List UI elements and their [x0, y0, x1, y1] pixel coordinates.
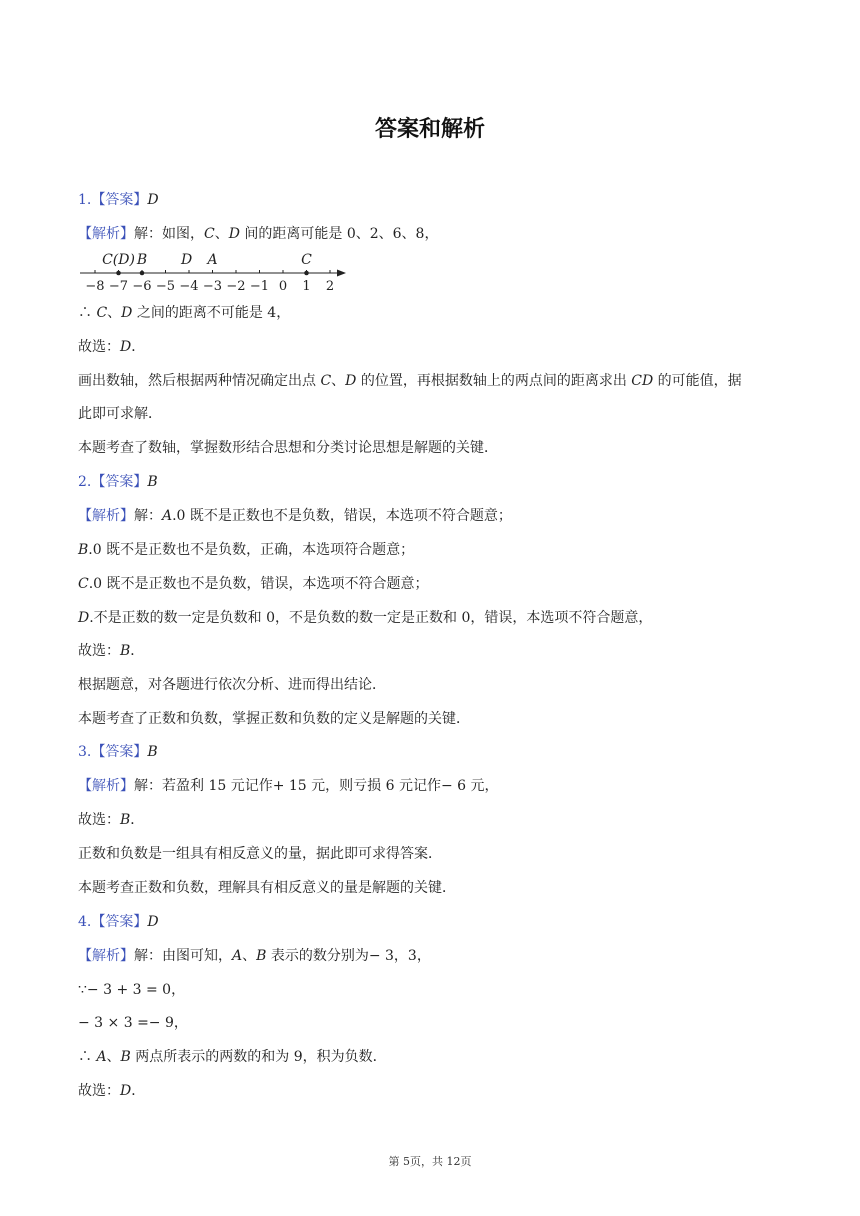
- page-footer: 第 5页，共 12页: [388, 1155, 472, 1168]
- tick-label: −3: [202, 279, 223, 294]
- answer-line-3: [78, 742, 158, 762]
- answer-value: B: [147, 744, 158, 760]
- tick-label: 1: [302, 279, 311, 294]
- tick-label: −2: [226, 279, 246, 294]
- answer-line-1: [78, 190, 159, 210]
- text-line: − 3 × 3 =− 9，: [78, 1015, 188, 1031]
- text-line: 𝐷.不是正数的数一定是负数和 0，不是负数的数一定是正数和 0，错误，本选项不符合题意，: [78, 610, 653, 626]
- answer-tag: 【答案】: [91, 474, 148, 490]
- point-dot: [140, 271, 145, 276]
- text-line: 本题考查正数和负数，理解具有相反意义的量是解题的关键．: [78, 880, 456, 896]
- analysis-text: 解：若盈利 15 元记作+ 15 元，则亏损 6 元记作− 6 元，: [134, 778, 499, 794]
- text-line: ∴ 𝐶、𝐷 之间的距离不可能是 4，: [78, 305, 291, 321]
- point-dot: [304, 271, 309, 276]
- tick-label: −5: [155, 279, 176, 294]
- answer-value: D: [147, 192, 159, 208]
- answer-line-4: [78, 912, 159, 932]
- tick-label: 2: [325, 279, 335, 294]
- answer-tag: 【答案】: [91, 914, 148, 930]
- answer-tag: 【答案】: [91, 192, 148, 208]
- analysis-line: [78, 946, 431, 966]
- analysis-text: 解：由图可知，𝐴、𝐵 表示的数分别为− 3，3，: [134, 948, 431, 964]
- analysis-text: 解：𝐴.0 既不是正数也不是负数，错误，本选项不符合题意；: [134, 508, 512, 524]
- text-line: 故选：𝐵．: [78, 812, 145, 828]
- point-dot: [116, 271, 121, 276]
- text-line: 本题考查了正数和负数，掌握正数和负数的定义是解题的关键．: [78, 711, 470, 727]
- text-line: 𝐶.0 既不是正数也不是负数，错误，本选项不符合题意；: [78, 576, 429, 592]
- answer-line-2: [78, 472, 158, 492]
- question-number: 3.: [78, 744, 92, 760]
- text-line: 故选：𝐷．: [78, 339, 146, 355]
- answer-tag: 【答案】: [91, 744, 148, 760]
- text-line: 故选：𝐷．: [78, 1083, 146, 1099]
- point-label: A: [207, 252, 218, 268]
- analysis-line: [78, 224, 438, 244]
- point-label: D: [181, 252, 193, 268]
- analysis-line: [78, 506, 512, 526]
- analysis-tag: 【解析】: [78, 508, 134, 524]
- analysis-tag: 【解析】: [78, 948, 134, 964]
- axis-arrow: [337, 270, 346, 277]
- page-title: 答案和解析: [374, 117, 485, 142]
- point-label: C: [301, 252, 312, 268]
- text-line: 此即可求解．: [78, 406, 162, 422]
- number-line-figure: [76, 250, 348, 294]
- point-label: C(D): [102, 252, 135, 268]
- tick-label: −8: [85, 279, 105, 294]
- question-number: 1.: [78, 192, 92, 208]
- question-number: 4.: [78, 914, 92, 930]
- analysis-tag: 【解析】: [78, 778, 134, 794]
- tick-label: 0: [278, 279, 288, 294]
- tick-label: −4: [179, 279, 199, 294]
- tick-label: −6: [132, 279, 152, 294]
- text-line: 根据题意，对各题进行依次分析、进而得出结论．: [78, 677, 386, 693]
- tick-label: −1: [249, 279, 270, 294]
- answer-value: D: [147, 914, 159, 930]
- answer-value: B: [147, 474, 158, 490]
- point-label: B: [136, 252, 148, 268]
- text-line: ∴ 𝐴、𝐵 两点所表示的两数的和为 9，积为负数．: [78, 1049, 387, 1065]
- text-line: 故选：𝐵．: [78, 643, 145, 659]
- analysis-text: 解：如图，𝐶、𝐷 间的距离可能是 0、2、6、8，: [134, 226, 439, 242]
- text-line: 正数和负数是一组具有相反意义的量，据此即可求得答案．: [78, 846, 442, 862]
- text-line: ∵− 3 + 3 = 0，: [78, 982, 186, 998]
- tick-label: −7: [108, 279, 129, 294]
- analysis-line: [78, 776, 499, 796]
- question-number: 2.: [78, 474, 92, 490]
- analysis-tag: 【解析】: [78, 226, 134, 242]
- text-line: 本题考查了数轴，掌握数形结合思想和分类讨论思想是解题的关键．: [78, 440, 498, 456]
- text-line: 𝐵.0 既不是正数也不是负数，正确，本选项符合题意；: [78, 542, 415, 558]
- text-line: 画出数轴，然后根据两种情况确定出点 𝐶、𝐷 的位置，再根据数轴上的两点间的距离求出 𝐶𝐷 的可能值，据: [78, 373, 742, 389]
